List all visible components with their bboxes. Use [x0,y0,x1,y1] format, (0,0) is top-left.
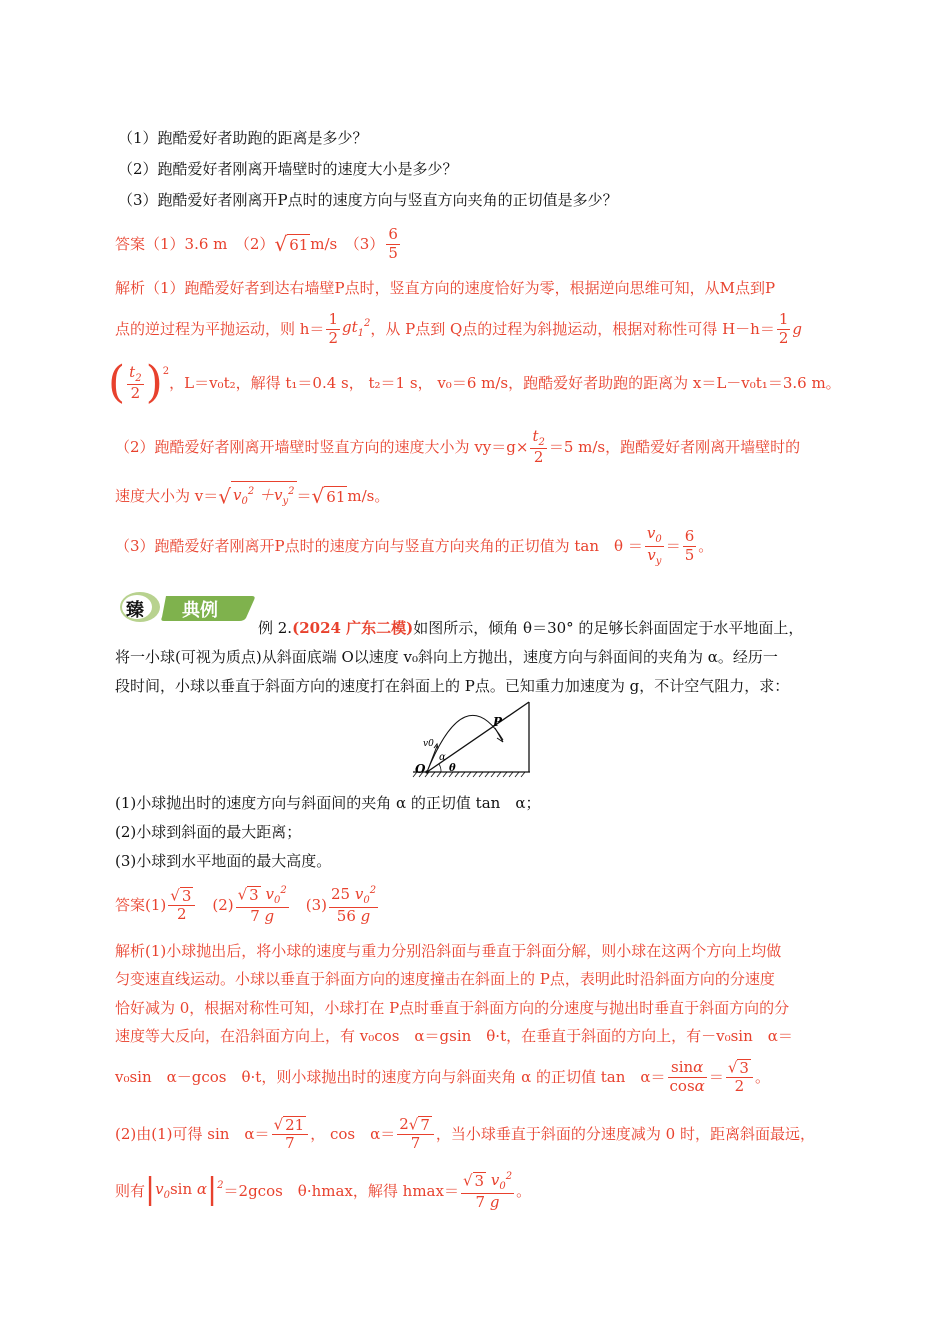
example-2-solution-2-line-2: 则有 $|v_0\sin$ $\alpha|^2$ ＝2gcos θ·hmax，解得 hmax＝ $\frac{√ 3 v_0^2}{7 g}$ 。 [115,1171,532,1211]
example-2-solution-2-line-1: (2)由(1)可得 sin α＝ $\frac{√ 21}{7}$ ， cos α＝ $\frac{2√ 7}{7}$ ，当小球垂直于斜面的分速度减为 0 时，距离斜面最远， [115,1114,815,1152]
frac-v0-vy: $\frac{v_0}{v_y}$ [646,524,662,567]
label-alpha: α [439,752,446,763]
example-2-solution-line-3: 恰好减为 0，根据对称性可知，小球打在 P点时垂直于斜面方向的分速度与抛出时垂直于斜面方向的分 [115,999,790,1017]
frac-sin-cos: $\frac{\sin\alpha}{\cos\alpha}$ [669,1058,705,1095]
label-theta: θ [449,763,456,774]
label-P: P [493,715,503,729]
answer-mid: m/s （3） [310,235,385,253]
frac-half-2: $\frac{1}{2}$ [778,310,789,347]
label-O: O [415,762,426,776]
solution-1-line-3: ( $\frac{t_2}{2}$ ) $^2$ ，L＝v₀t₂，解得 t₁＝0.4 s， t₂＝1 s， v₀＝6 m/s，跑酷爱好者助跑的距离为 x＝L－v₀t₁＝3.6 m。 [108,357,841,408]
frac-6-5b: $\frac{6}{5}$ [684,527,695,564]
incline-figure [405,698,555,780]
frac-sqrt3-2: $\frac{√ 3}{2}$ [168,887,195,924]
answer-prefix: 答案（1）3.6 m （2） [115,235,275,253]
badge-right-text: 典例 [182,600,218,621]
question-1: （1）跑酷爱好者助跑的距离是多少？ [118,129,368,147]
frac-ans3: $\frac{25 v_0^2}{56 g}$ [330,885,377,925]
example-badge [118,590,256,624]
example-2-intro: 例 2.(2024 广东二模)如图所示，倾角 θ＝30° 的足够长斜面固定于水平地面上， [258,619,804,637]
sqrt-61: √ 61 [274,232,309,257]
frac-ans2: $\frac{√ 3 v_0^2}{7 g}$ [237,885,287,925]
example-2-solution-line-1: 解析(1)小球抛出后，将小球的速度与重力分别沿斜面与垂直于斜面分解，则小球在这两个方向上均做 [115,942,782,960]
frac-6-5: $\frac{6}{5}$ [388,225,398,262]
frac-half: $\frac{1}{2}$ [328,310,338,347]
frac-t2-2b: $\frac{t_2}{2}$ [532,426,545,467]
question-2: （2）跑酷爱好者刚离开墙壁时的速度大小是多少？ [118,160,458,178]
solution-1-line-2: 点的逆过程为平抛运动，则 h＝ $\frac{1}{2}$ $gt_1^2$ ，从 P点到 Q点的过程为斜抛运动，根据对称性可得 H－h＝ $\frac{1}{2}$ g [115,310,802,347]
solution-2-line-1: （2）跑酷爱好者刚离开墙壁时竖直方向的速度大小为 vy＝g× $\frac{t_2}{2}$ ＝5 m/s，跑酷爱好者刚离开墙壁时的 [115,426,801,467]
example-2-solution-line-5: v₀sin α－gcos θ·t，则小球抛出时的速度方向与斜面夹角 α 的正切值 tan α＝ $\frac{\sin\alpha}{\cos\alpha}$ ＝ $\frac{√ 3}{2}$ 。 [115,1058,770,1095]
abs-v0-sin: $|v_0\sin$ $\alpha|^2$ [145,1172,224,1207]
example-2-item-2: (2)小球到斜面的最大距离； [115,823,302,841]
example-2-line-3: 段时间，小球以垂直于斜面方向的速度打在斜面上的 P点。已知重力加速度为 g，不计空气阻力，求： [115,677,790,695]
example-2-solution-line-2: 匀变速直线运动。小球以垂直于斜面方向的速度撞击在斜面上的 P点，表明此时沿斜面方向的分速度 [115,970,775,988]
example-2-item-3: (3)小球到水平地面的最大高度。 [115,852,332,870]
example-2-solution-line-4: 速度等大反向，在沿斜面方向上，有 v₀cos α＝gsin θ·t，在垂直于斜面的方向上，有－v₀sin α＝ [115,1027,793,1045]
question-3: （3）跑酷爱好者刚离开P点时的速度方向与竖直方向夹角的正切值是多少？ [118,191,618,209]
solution-3: （3）跑酷爱好者刚离开P点时的速度方向与竖直方向夹角的正切值为 tan θ ＝ $\frac{v_0}{v_y}$ ＝ $\frac{6}{5}$ 。 [115,524,714,567]
sqrt-61b: √ 61 [311,484,346,509]
frac-hmax: $\frac{√ 3 v_0^2}{7 g}$ [462,1171,513,1211]
label-v0: v0 [423,739,434,749]
solution-1-line-1: 解析（1）跑酷爱好者到达右墙壁P点时，竖直方向的速度恰好为零，根据逆向思维可知，从M点到P [115,279,776,297]
example-2-answer: 答案(1) $\frac{√ 3}{2}$ (2) $\frac{√ 3 v_0^2}{7 g}$ (3) $\frac{25 v_0^2}{56 g}$ [115,885,377,925]
solution-2-line-2: 速度大小为 v＝ √ $v_0^2 +v_y^2$ ＝ √ 61 m/s。 [115,478,389,514]
frac-sqrt21-7: $\frac{√ 21}{7}$ [272,1116,309,1153]
example-2-line-2: 将一小球(可视为质点)从斜面底端 O以速度 v₀斜向上方抛出，速度方向与斜面间的夹角为 α。经历一 [115,648,778,666]
example-2-source: (2024 广东二模) [292,619,414,637]
frac-t2-2: $\frac{t_2}{2}$ [129,362,142,403]
example-2-item-1: (1)小球抛出时的速度方向与斜面间的夹角 α 的正切值 tan α； [115,794,541,812]
answer-line-1 [115,222,402,266]
frac-sqrt3-2b: $\frac{√ 3}{2}$ [726,1059,753,1096]
badge-left-char: 臻 [126,600,144,621]
sqrt-v0-vy: √ $v_0^2 +v_y^2$ [218,481,296,512]
frac-2sqrt7-7: $\frac{2√ 7}{7}$ [397,1116,434,1153]
